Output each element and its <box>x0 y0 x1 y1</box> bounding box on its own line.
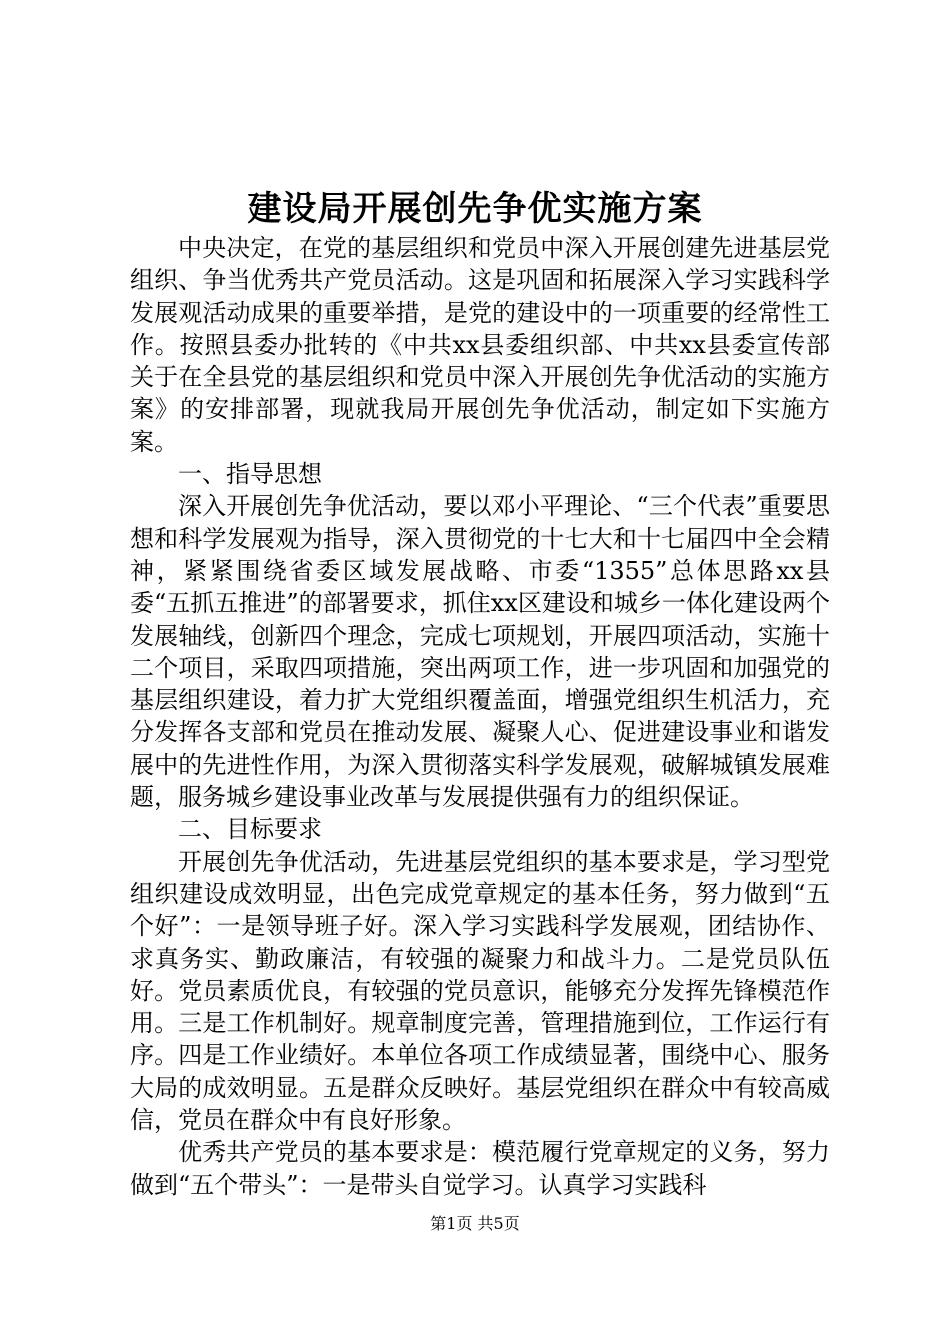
document-body <box>130 232 830 1201</box>
section-heading-goals: 二、目标要求 <box>178 815 322 844</box>
section-heading-guiding-ideology: 一、指导思想 <box>178 460 322 489</box>
guiding-ideology-paragraph: 深入开展创先争优活动，要以邓小平理论、“三个代表”重要思想和科学发展观为指导，深入贯彻党的十七大和十七届四中全会精神，紧紧围绕省委区域发展战略、市委“1355”总体思路xx县委“五抓五推进”的部署要求，抓住xx区建设和城乡一体化建设两个发展轴线，创新四个理念，完成七项规划，开展四项活动，实施十二个项目，采取四项措施，突出两项工作，进一步巩固和加强党的基层组织建设，着力扩大党组织覆盖面，增强党组织生机活力，充分发挥各支部和党员在推动发展、凝聚人心、促进建设事业和谐发展中的先进性作用，为深入贯彻落实科学发展观，破解城镇发展难题，服务城乡建设事业改革与发展提供强有力的组织保证。 <box>130 492 830 812</box>
document-title: 建设局开展创先争优实施方案 <box>247 189 703 229</box>
intro-paragraph: 中央决定，在党的基层组织和党员中深入开展创建先进基层党组织、争当优秀共产党员活动。这是巩固和拓展深入学习实践科学发展观活动成果的重要举措，是党的建设中的一项重要的经常性工作。按照县委办批转的《中共xx县委组织部、中共xx县委宣传部关于在全县党的基层组织和党员中深入开展创先争优活动的实施方案》的安排部署，现就我局开展创先争优活动，制定如下实施方案。 <box>130 234 830 456</box>
member-requirements-paragraph: 优秀共产党员的基本要求是：模范履行党章规定的义务，努力做到“五个带头”：一是带头自觉学习。认真学习实践科 <box>130 1138 830 1199</box>
page-number-footer: 第1页 共5页 <box>430 1214 520 1233</box>
goals-paragraph: 开展创先争优活动，先进基层党组织的基本要求是，学习型党组织建设成效明显，出色完成党章规定的基本任务，努力做到“五个好”：一是领导班子好。深入学习实践科学发展观，团结协作、求真务实、勤政廉洁，有较强的凝聚力和战斗力。二是党员队伍好。党员素质优良，有较强的党员意识，能够充分发挥先锋模范作用。三是工作机制好。规章制度完善，管理措施到位，工作运行有序。四是工作业绩好。本单位各项工作成绩显著，围绕中心、服务大局的成效明显。五是群众反映好。基层党组织在群众中有较高威信，党员在群众中有良好形象。 <box>130 847 830 1135</box>
